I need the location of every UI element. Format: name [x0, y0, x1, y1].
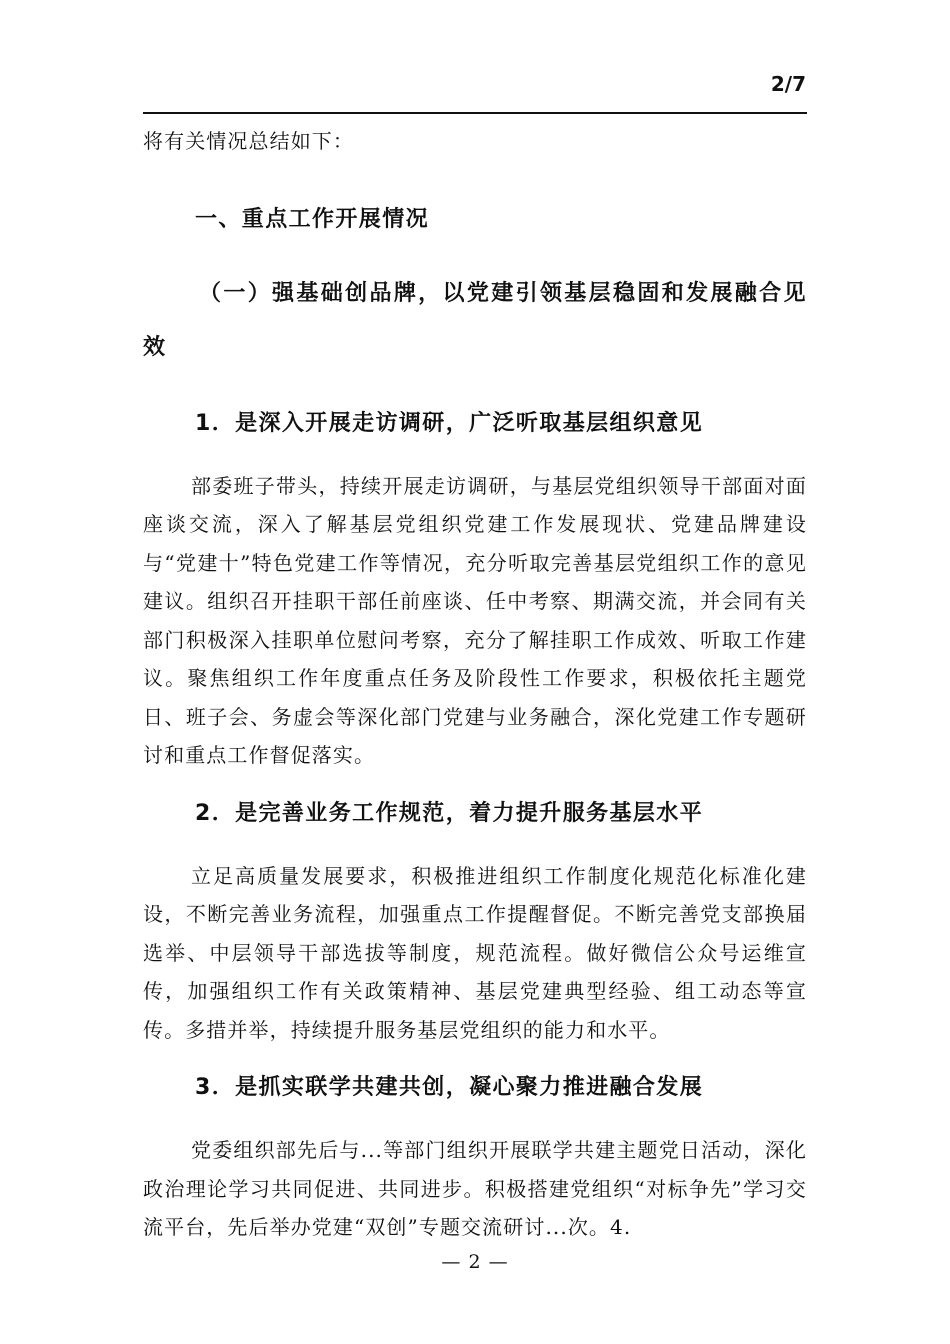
- item-paragraph-2: 立足高质量发展要求，积极推进组织工作制度化规范化标准化建设，不断完善业务流程，加强重点工作提醒督促。不断完善党支部换届选举、中层领导干部选拔等制度，规范流程。做好微信公众号运维宣传，加强组织工作有关政策精神、基层党建典型经验、组工动态等宣传。多措并举，持续提升服务基层党组织的能力和水平。: [143, 863, 807, 1042]
- document-body: [143, 122, 807, 1247]
- item-heading-3: 3．是抓实联学共建共创，凝心聚力推进融合发展: [195, 1075, 704, 1100]
- section-heading-1: 一、重点工作开展情况: [195, 206, 430, 232]
- item-paragraph-3: 党委组织部先后与...等部门组织开展联学共建主题党日活动，深化政治理论学习共同促进、共同进步。积极搭建党组织“对标争先”学习交流平台，先后举办党建“双创”专题交流研讨...次。4.: [143, 1138, 807, 1239]
- intro-line: 将有关情况总结如下：: [143, 129, 354, 153]
- page-indicator: 2/7: [770, 72, 806, 96]
- subsection-heading-1: （一）强基础创品牌，以党建引领基层稳固和发展融合见效: [143, 280, 807, 360]
- item-heading-2: 2．是完善业务工作规范，着力提升服务基层水平: [195, 800, 704, 826]
- item-heading-1: 1．是深入开展走访调研，广泛听取基层组织意见: [195, 410, 704, 436]
- item-paragraph-1: 部委班子带头，持续开展走访调研，与基层党组织领导干部面对面座谈交流，深入了解基层党组织党建工作发展现状、党建品牌建设与“党建十”特色党建工作等情况，充分听取完善基层党组织工作的意见建议。组织召开挂职干部任前座谈、任中考察、期满交流，并会同有关部门积极深入挂职单位慰问考察，充分了解挂职工作成效、听取工作建议。聚焦组织工作年度重点任务及阶段性工作要求，积极依托主题党日、班子会、务虚会等深化部门党建与业务融合，深化党建工作专题研讨和重点工作督促落实。: [143, 473, 807, 767]
- footer-page-number: — 2 —: [441, 1251, 509, 1273]
- header-divider: [143, 112, 807, 114]
